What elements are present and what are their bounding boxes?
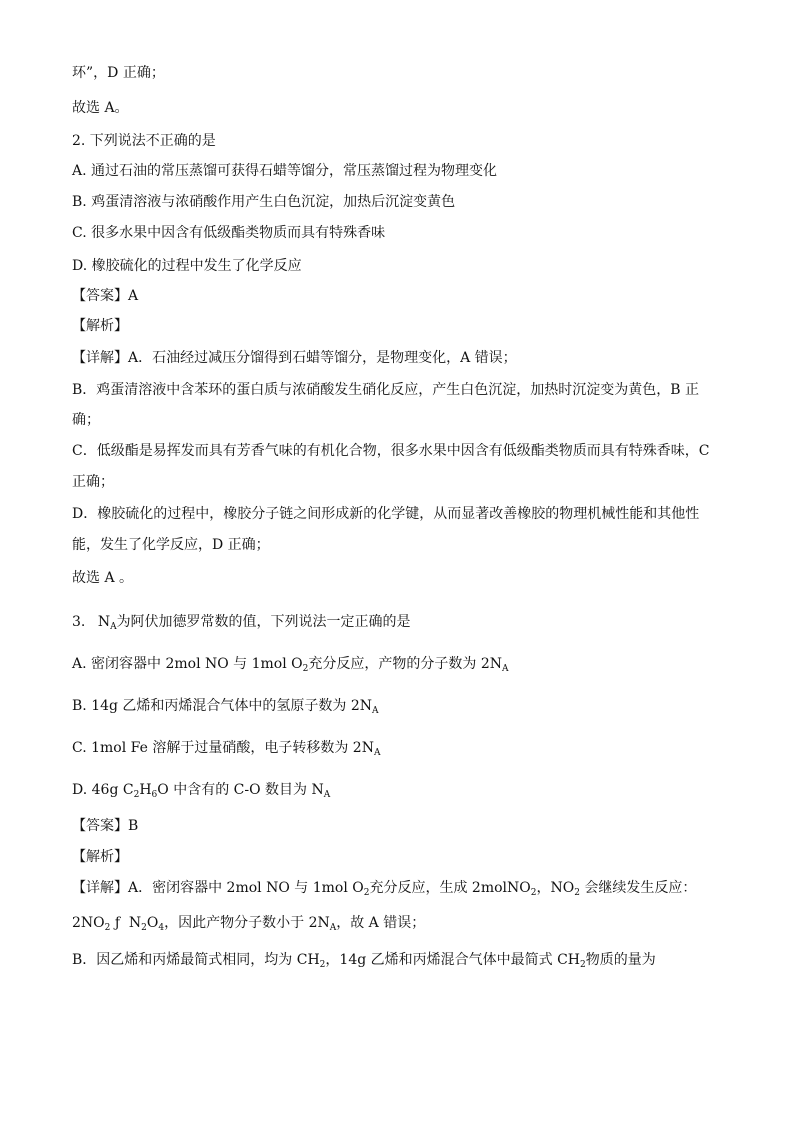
text-line: 环”，D 正确； (72, 65, 165, 81)
question-2-detail-c-cont: 正确； (72, 474, 114, 490)
question-3-title (72, 612, 411, 632)
text-span: ，NO (536, 880, 575, 896)
question-3-detail-a (72, 878, 696, 898)
question-2-option-b: B. 鸡蛋清溶液与浓硝酸作用产生白色沉淀，加热后沉淀变黄色 (72, 194, 456, 210)
text-span: N (128, 915, 142, 931)
text-span: ，14g 乙烯和丙烯混合气体中最简式 CH (325, 952, 581, 968)
subscript: A (110, 622, 117, 632)
question-2-option-c: C. 很多水果中因含有低级酯类物质而具有特殊香味 (72, 225, 386, 241)
text-span: A. 密闭容器中 2mol NO 与 1mol O (72, 656, 303, 672)
subscript: 6 (151, 790, 158, 800)
text-span: 会继续发生反应： (579, 880, 697, 896)
text-span: ，因此产物分子数小于 2N (164, 915, 330, 931)
question-3-option-a (72, 654, 509, 674)
subscript: A (372, 706, 379, 716)
subscript: A (323, 790, 331, 800)
question-3-detail-b (72, 950, 656, 970)
question-2-option-a: A. 通过石油的常压蒸馏可获得石蜡等馏分，常压蒸馏过程为物理变化 (72, 163, 498, 179)
subscript: 2 (363, 888, 370, 898)
question-2-detail-b: B．鸡蛋清溶液中含苯环的蛋白质与浓硝酸发生硝化反应，产生白色沉淀，加热时沉淀变为黄色，B 正 (72, 382, 700, 398)
question-2-detail-c: C．低级酯是易挥发而具有芳香气味的有机化合物，很多水果中因含有低级酯类物质而具有特殊香味，C (72, 443, 710, 459)
subscript: 2 (141, 923, 147, 933)
question-2-title: 2. 下列说法不正确的是 (72, 133, 216, 149)
text-span: 充分反应，生成 2molNO (369, 880, 531, 896)
subscript: 2 (574, 888, 580, 898)
text-span: B. 14g 乙烯和丙烯混合气体中的氢原子数为 2N (72, 698, 373, 714)
subscript: 2 (580, 960, 586, 970)
subscript: 4 (158, 923, 165, 933)
text-line: 故选 A。 (72, 100, 129, 116)
text-span: 充分反应，产物的分子数为 2N (308, 656, 502, 672)
subscript: 2 (319, 960, 326, 970)
question-2-detail-a: 【详解】A．石油经过减压分馏得到石蜡等馏分，是物理变化，A 错误； (72, 350, 517, 366)
text-span: 3. (72, 614, 86, 630)
equilibrium-arrow: ƒ (110, 915, 129, 931)
subscript: 2 (133, 790, 140, 800)
text-span: O (146, 915, 159, 931)
subscript: A (329, 923, 337, 933)
question-3-equation (72, 913, 425, 933)
question-3-option-c (72, 738, 380, 758)
text-span: 物质的量为 (585, 952, 656, 968)
text-span: 为阿伏加德罗常数的值，下列说法一定正确的是 (116, 614, 411, 630)
question-2-option-d: D. 橡胶硫化的过程中发生了化学反应 (72, 258, 302, 274)
question-3-option-d (72, 780, 330, 800)
question-2-detail-d: D．橡胶硫化的过程中，橡胶分子链之间形成新的化学键，从而显著改善橡胶的物理机械性能和其他性 (72, 506, 700, 522)
question-2-analysis-heading: 【解析】 (72, 318, 128, 334)
text-span: D. 46g C (72, 782, 134, 798)
question-2-detail-d-cont: 能，发生了化学反应，D 正确； (72, 537, 270, 553)
subscript: A (502, 664, 509, 674)
subscript: A (373, 748, 381, 758)
text-span: N (97, 614, 111, 630)
text-span: ，故 A 错误； (336, 915, 426, 931)
question-2-detail-b-cont: 确； (72, 412, 100, 428)
text-span: C. 1mol Fe 溶解于过量硝酸，电子转移数为 2N (72, 740, 374, 756)
question-3-option-b (72, 696, 379, 716)
subscript: 2 (530, 888, 537, 898)
text-span: B．因乙烯和丙烯最简式相同，均为 CH (72, 952, 320, 968)
subscript: 2 (302, 664, 309, 674)
subscript: 2 (104, 923, 111, 933)
question-2-answer: 【答案】A (72, 288, 139, 304)
question-3-analysis-heading: 【解析】 (72, 849, 128, 865)
question-3-answer: 【答案】B (72, 818, 139, 834)
text-span: O 中含有的 C-O 数目为 N (157, 782, 324, 798)
text-span: 【详解】A．密闭容器中 2mol NO 与 1mol O (72, 880, 364, 896)
text-span: H (139, 782, 152, 798)
question-2-choose: 故选 A 。 (72, 570, 134, 586)
text-span: 2NO (72, 915, 105, 931)
